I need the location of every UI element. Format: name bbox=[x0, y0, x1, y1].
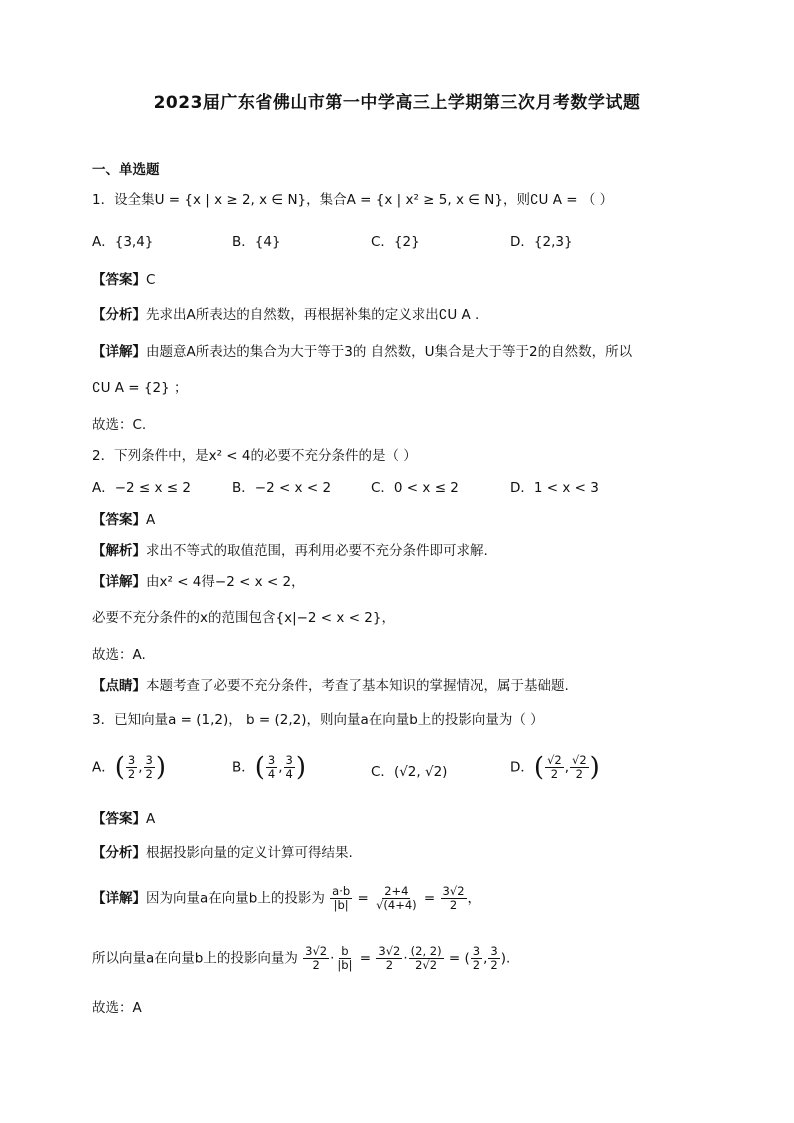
q3-answer bbox=[92, 809, 155, 829]
frac bbox=[471, 945, 482, 972]
detail-text: 由x² < 4得−2 < x < 2， bbox=[146, 574, 305, 590]
answer-value: A bbox=[146, 811, 156, 827]
answer-value: A bbox=[146, 512, 156, 528]
frac-num: (2, 2) bbox=[410, 944, 442, 958]
q2-comment bbox=[92, 676, 569, 696]
frac-num: 3 bbox=[127, 753, 136, 767]
frac bbox=[441, 885, 467, 912]
frac bbox=[545, 754, 564, 781]
detail-tag: 【详解】 bbox=[92, 344, 146, 360]
answer-tag: 【答案】 bbox=[92, 811, 146, 827]
frac-den: 2 bbox=[145, 767, 153, 781]
analysis-tag: 【解析】 bbox=[92, 543, 146, 559]
q1-option-c: C．{2} bbox=[371, 234, 420, 250]
frac-num: √2 bbox=[572, 753, 587, 767]
frac-den: 4 bbox=[285, 767, 293, 781]
analysis-text: 根据投影向量的定义计算可得结果. bbox=[146, 845, 353, 861]
option-letter: D． bbox=[510, 759, 534, 776]
frac-den: 2 bbox=[490, 958, 498, 972]
frac-num: b bbox=[341, 944, 349, 958]
frac-num: 3√2 bbox=[305, 944, 328, 958]
option-value: (√2, √2) bbox=[393, 764, 448, 780]
analysis-tag: 【分析】 bbox=[92, 845, 146, 861]
frac-den: √(4+4) bbox=[376, 898, 417, 912]
frac bbox=[330, 885, 352, 912]
page-title: 2023届广东省佛山市第一中学高三上学期第三次月考数学试题 bbox=[153, 93, 641, 113]
frac bbox=[376, 945, 402, 972]
frac-num: 3 bbox=[490, 944, 498, 958]
frac-den: 4 bbox=[267, 767, 276, 781]
q2-option-d: D．1 < x < 3 bbox=[510, 480, 599, 496]
q1-option-a: A．{3,4} bbox=[92, 234, 154, 250]
q1-analysis bbox=[92, 305, 479, 325]
frac bbox=[488, 945, 499, 972]
frac-den: 2 bbox=[385, 958, 394, 972]
q1-detail-cont: ∁U A = {2} ； bbox=[92, 380, 188, 396]
q1-stem: 1．设全集U = {x | x ≥ 2, x ∈ N}，集合A = {x | x² ≥ 5, x ∈ N}，则∁U A = （ ） bbox=[92, 192, 614, 208]
frac-num: 3√2 bbox=[378, 944, 401, 958]
q1-answer bbox=[92, 270, 155, 290]
analysis-text: 求出不等式的取值范围，再利用必要不充分条件即可求解. bbox=[146, 543, 488, 559]
answer-tag: 【答案】 bbox=[92, 272, 146, 288]
comment-tag: 【点睛】 bbox=[92, 678, 146, 694]
q1-option-b: B．{4} bbox=[232, 234, 281, 250]
frac-den: 2 bbox=[472, 958, 481, 972]
q3-analysis bbox=[92, 843, 353, 863]
frac bbox=[303, 945, 329, 972]
detail-text: 因为向量a在向量b上的投影为 bbox=[146, 890, 325, 907]
frac-num: √2 bbox=[547, 753, 562, 767]
q3-option-c bbox=[371, 762, 447, 782]
frac-num: 2+4 bbox=[384, 884, 409, 898]
frac-num: a·b bbox=[332, 884, 351, 898]
q2-analysis bbox=[92, 541, 488, 561]
frac-den: 2 bbox=[449, 898, 458, 912]
frac-num: 3√2 bbox=[442, 884, 465, 898]
frac-den: 2 bbox=[550, 767, 559, 781]
answer-value: C bbox=[146, 272, 156, 288]
option-letter: B． bbox=[232, 759, 255, 776]
detail-text: 所以向量a在向量b上的投影向量为 bbox=[92, 950, 298, 967]
frac-num: 3 bbox=[267, 753, 276, 767]
q3-conclusion: 故选：A bbox=[92, 1000, 142, 1016]
answer-tag: 【答案】 bbox=[92, 512, 146, 528]
option-letter: C． bbox=[371, 764, 394, 780]
q2-stem: 2．下列条件中，是x² < 4的必要不充分条件的是（ ） bbox=[92, 448, 417, 464]
q3-detail: 【详解】因为向量a在向量b上的投影为 $\frac{a\cdot b}{|b|}$ = $\frac{2+4}{√(4+4)}$ = $\frac{3√2}{2}$ ， bbox=[92, 884, 482, 912]
detail-text: 由题意A所表达的集合为大于等于3的 自然数，U集合是大于等于2的自然数，所以 bbox=[146, 344, 633, 360]
analysis-text: 先求出A所表达的自然数，再根据补集的定义求出∁U A . bbox=[146, 307, 480, 323]
frac bbox=[570, 754, 589, 781]
q3-stem: 3．已知向量a = (1,2)， b = (2,2)，则向量a在向量b上的投影向量为（ ） bbox=[92, 712, 544, 728]
frac-den: 2 bbox=[312, 958, 320, 972]
q1-detail bbox=[92, 342, 632, 362]
section-heading: 一、单选题 bbox=[92, 162, 160, 178]
q3-option-a: A．( $\frac{3}{2}$ , $\frac{3}{2}$ ) bbox=[92, 752, 167, 783]
detail-tag: 【详解】 bbox=[92, 890, 146, 907]
q3-option-d: D．( $\frac{√2}{2}$ , $\frac{√2}{2}$ ) bbox=[510, 752, 600, 783]
q2-conclusion: 故选：A. bbox=[92, 647, 146, 663]
q2-detail bbox=[92, 572, 305, 592]
frac-den: |b| bbox=[337, 958, 353, 972]
frac bbox=[374, 885, 419, 912]
option-letter: A． bbox=[92, 759, 115, 776]
q2-option-c: C．0 < x ≤ 2 bbox=[371, 480, 459, 496]
frac-num: 3 bbox=[145, 753, 153, 767]
frac-num: 3 bbox=[472, 944, 481, 958]
q2-option-b: B．−2 < x < 2 bbox=[232, 480, 332, 496]
detail-tag: 【详解】 bbox=[92, 574, 146, 590]
frac-den: 2√2 bbox=[415, 958, 438, 972]
analysis-tag: 【分析】 bbox=[92, 307, 146, 323]
q1-conclusion: 故选：C. bbox=[92, 417, 147, 433]
frac-num: 3 bbox=[285, 753, 293, 767]
q1-option-d: D．{2,3} bbox=[510, 234, 573, 250]
frac bbox=[409, 945, 444, 972]
frac bbox=[335, 945, 354, 972]
frac-den: 2 bbox=[127, 767, 136, 781]
frac bbox=[126, 754, 137, 781]
q2-option-a: A．−2 ≤ x ≤ 2 bbox=[92, 480, 192, 496]
frac-den: |b| bbox=[333, 898, 349, 912]
frac bbox=[266, 754, 277, 781]
frac bbox=[144, 754, 155, 781]
q3-option-b: B．( $\frac{3}{4}$ , $\frac{3}{4}$ ) bbox=[232, 752, 307, 783]
frac bbox=[284, 754, 295, 781]
q2-answer bbox=[92, 510, 155, 530]
comment-text: 本题考查了必要不充分条件，考查了基本知识的掌握情况，属于基础题. bbox=[146, 678, 569, 694]
q2-detail-cont: 必要不充分条件的x的范围包含{x|−2 < x < 2}， bbox=[92, 610, 395, 626]
q3-detail-cont: 所以向量a在向量b上的投影向量为 $\frac{3√2}{2}$ · $\frac{b}{|b|}$ = $\frac{3√2}{2}$ · $\frac{(2, 2)}{2√2}$ = ( $\frac{3}{2}$ , $\frac{3}{2}$ ). bbox=[92, 944, 511, 972]
frac-den: 2 bbox=[575, 767, 583, 781]
